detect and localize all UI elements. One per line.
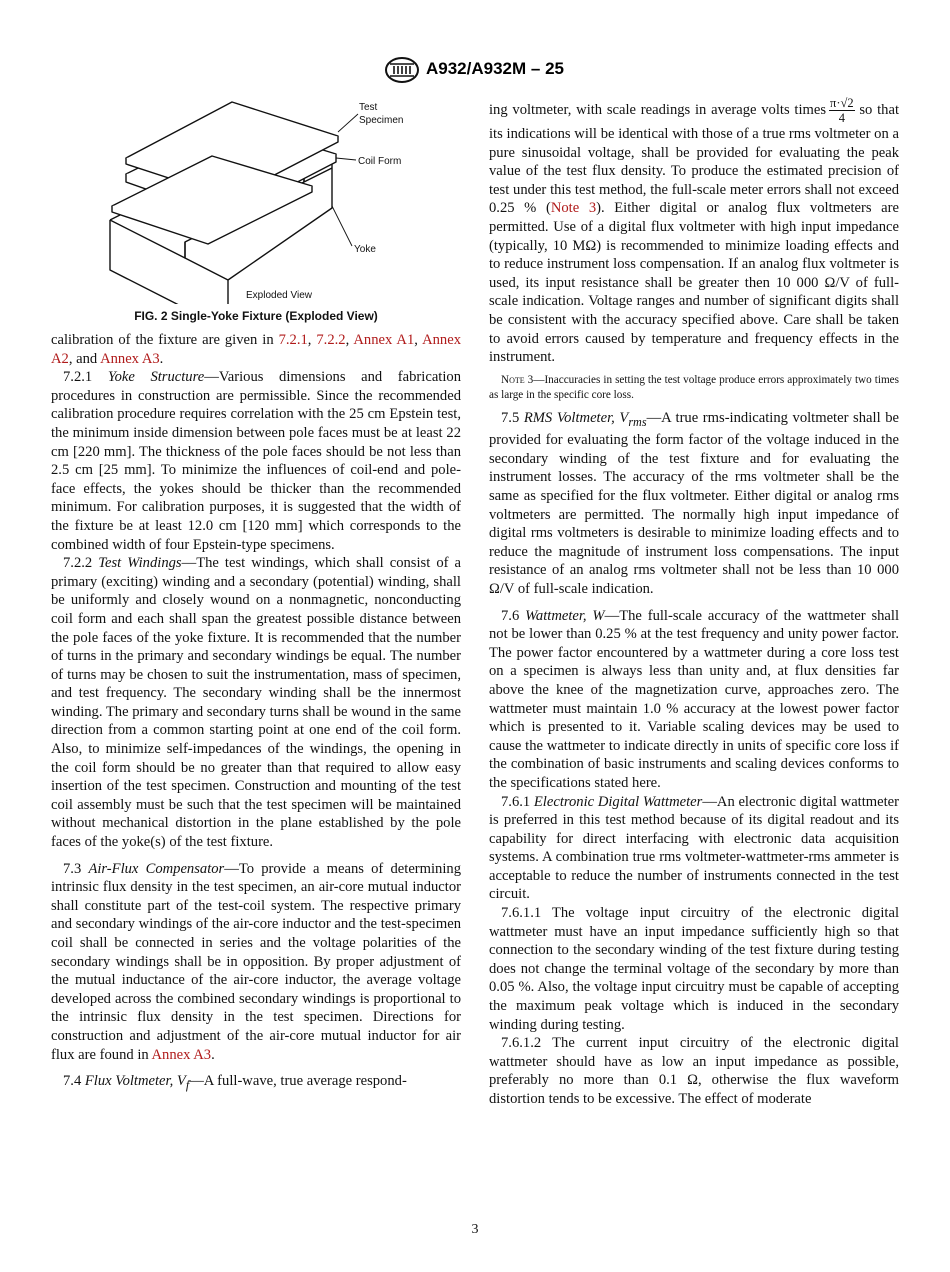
label-yoke: Yoke <box>354 244 376 255</box>
section-7-2-2: 7.2.2 Test Windings—The test windings, which shall consist of a primary (exciting) winding and a secondary (potential) winding, shall be uniformly and closely wound on a nonmagnetic, nonconducting coil form and each shall span the greatest possible distance between the pole faces of the yoke fixture. It is recommended that the number of turns in the primary and secondary windings be equal. The number of turns may be chosen to suit the instrumentation, mass of specimen, and test frequency. The secondary winding shall be the innermost winding. The primary and secondary turns shall be wound in the same direction from a common starting point at one end of the coil form. Also, to minimize self-impedances of the windings, the opening in the coil form should be no greater than that required to allow easy insertion of the test specimen. Construction and mounting of the test coil assembly must be such that the test specimen will be maintained without mechanical distortion in the plane established by the pole faces of the yoke(s) of the test fixture. <box>51 555 461 851</box>
single-yoke-fixture-figure <box>100 94 420 304</box>
xref-7-2-2[interactable]: 7.2.2 <box>316 332 346 348</box>
label-exploded-view: Exploded View <box>246 290 312 301</box>
figure-caption: FIG. 2 Single-Yoke Fixture (Exploded View) <box>134 309 378 323</box>
label-coil-form: Coil Form <box>358 156 402 167</box>
paragraph-calibration: calibration of the fixture are given in 7.2.1, 7.2.2, Annex A1, Annex A2, and Annex A3. <box>51 332 462 367</box>
note-3: Note 3—Inaccuracies in setting the test voltage produce errors approximately two times as large in the specific core loss. <box>489 373 899 401</box>
astm-logo-icon <box>384 56 420 84</box>
section-7-3: 7.3 Air-Flux Compensator—To provide a means of determining intrinsic flux density in the test specimen, an air-core mutual inductor shall constitute part of the test-coil system. The respective primary and secondary windings of the air-core inductor and the test-specimen coil shall be connected in series and the voltage polarities of the secondary windings shall be in opposition. By proper adjustment of the mutual inductance of the air-core inductor, the average voltage developed across the combined secondary windings is proportional to the intrinsic flux density in the test specimen. Directions for construction and adjustment of the air-core mutual inductor for air flux are found in Annex A3. <box>51 860 462 1063</box>
right-column <box>489 96 899 1109</box>
section-7-6-1-1: 7.6.1.1 The voltage input circuitry of the electronic digital wattmeter must have an input impedance sufficiently high so that connection to the secondary winding of the test fixture during testing does not change the terminal voltage of the secondary by more than 0.05 %. Also, the voltage input circuitry must be capable of accepting the maximum peak voltage which is induced in the secondary winding during testing. <box>489 905 899 1033</box>
section-7-5: 7.5 RMS Voltmeter, $V_{rms}—A$ true rms-indicating voltmeter shall be provided for evaluating the form factor of the voltage induced in the secondary winding of the test fixture and for evaluating the instrument losses. The accuracy of the rms voltmeter shall be the same as specified for the flux voltmeter. Either digital or analog rms voltmeters are permitted. The normally high input impedance of digital rms voltmeters is desirable to minimize loading effects and to reduce the magnitude of instrument loss compensations. The input resistance of an analog rms voltmeter shall not be less than 10 000 Ω/V of full-scale indication. <box>489 409 900 597</box>
xref-7-2-1[interactable]: 7.2.1 <box>278 332 308 348</box>
xref-annex-a3-2[interactable]: Annex A3 <box>151 1046 212 1063</box>
label-specimen: Specimen <box>359 115 404 126</box>
xref-note-3[interactable]: Note 3 <box>550 200 597 217</box>
xref-annex-a1[interactable]: Annex A1 <box>353 332 415 348</box>
section-7-6-1: 7.6.1 Electronic Digital Wattmeter—An electronic digital wattmeter is preferred in this test method because of its digital readout and its capability for direct interfacing with electronic data acquisition systems. A combination true rms voltmeter-wattmeter-rms ammeter is acceptable to reduce the number of instruments connected in the test circuit. <box>489 793 899 903</box>
xref-annex-a3[interactable]: Annex A3 <box>100 350 160 367</box>
section-7-4: 7.4 Flux Voltmeter, $V_f—A$ full-wave, true average respond- <box>63 1073 407 1093</box>
section-7-6: 7.6 Wattmeter, W—The full-scale accuracy of the wattmeter shall not be lower than 0.25 % at the test frequency and unity power factor. The power factor encountered by a wattmeter during a core loss test on a specimen is always less than unity and, at flux densities far above the knee of the magnetization curve, approaches zero. The wattmeter must maintain 1.0 % accuracy at the lowest power factor which is presented to it. Variable scaling devices may be used to cause the wattmeter to indicate directly in units of specific core loss if the combination of basic instruments and scaling devices conforms to the specifications stated here. <box>489 607 900 791</box>
pi-root2-over-4-fraction: $\frac{\pi\cdot√2}{4}$ <box>830 96 854 125</box>
xref-annex-a2[interactable]: Annex A2 <box>51 332 462 367</box>
page-header <box>0 56 950 86</box>
page-number: 3 <box>471 1222 479 1237</box>
section-7-6-1-2: 7.6.1.2 The current input circuitry of the electronic digital wattmeter should have as low an input impedance as possible, preferably no more than 0.1 Ω, otherwise the flux waveform distortion tends to be excessive. The effect of moderate <box>489 1035 899 1107</box>
document-designation: A932/A932M – 25 <box>426 59 564 78</box>
left-column <box>51 331 461 1095</box>
section-7-4-continued: ing voltmeter, with scale readings in average volts times $\frac{\pi\cdot√2}{4}$ so that its indications will be identical with those of a true rms voltmeter on a pure sinusoidal voltage, shall be provided for evaluating the peak value of the test flux density. To produce the estimated precision of test under this test method, the full-scale meter errors shall not exceed 0.25 % (Note 3). Either digital or analog flux voltmeters are permitted. Use of a digital flux voltmeter with high input impedance (typically, 10 MΩ) is recommended to minimize loading effects and to reduce instrument loss compensation. If an analog flux voltmeter is used, its input resistance shall be greater then 10 000 Ω/V of full-scale indication. Voltage ranges and number of significant digits shall be consistent with the accuracy specified above. Care shall be taken to avoid errors caused by temperature and frequency effects in the instrument. <box>489 96 899 366</box>
label-test: Test <box>359 102 378 113</box>
section-7-2-1: 7.2.1 Yoke Structure—Various dimensions and fabrication procedures in construction are permissible. Since the recommended calibration procedure requires correlation with the 25 cm Epstein test, the minimum inside dimension between pole faces must be at least 22 cm [220 mm]. The thickness of the pole faces should be not less than 2.5 cm [25 mm]. To minimize the influences of coil-end and pole-face effects, the yokes should be thicker than the recommended minimum. For calibration purposes, it is suggested that the width of the fixture be at least 12.0 cm [120 mm] which corresponds to the combined width of four Epstein-type specimens. <box>51 369 462 553</box>
